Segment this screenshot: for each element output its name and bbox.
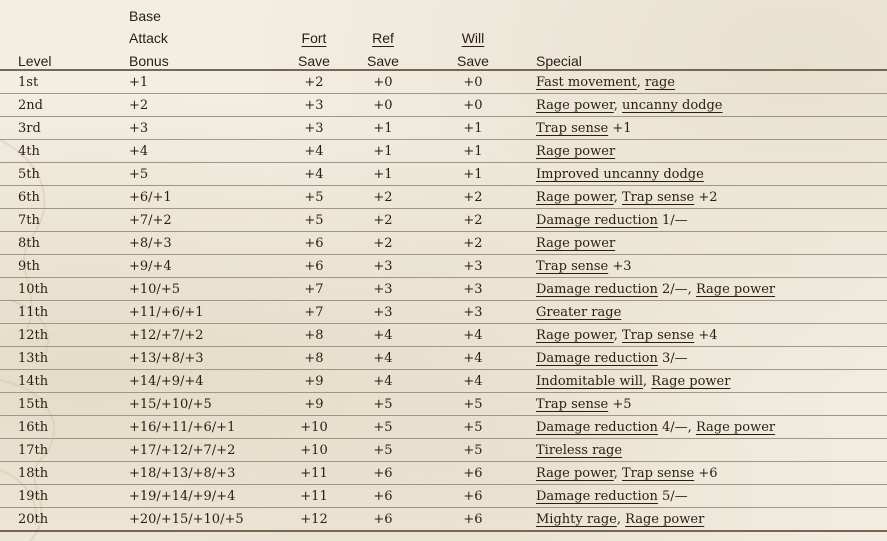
ref-cell: +5 [356, 393, 410, 416]
special-link[interactable]: Fast movement [536, 74, 637, 90]
level-cell: 14th [0, 370, 129, 393]
special-link[interactable]: Greater rage [536, 304, 622, 320]
fort-cell: +11 [272, 485, 356, 508]
fort-cell: +4 [272, 163, 356, 186]
special-link[interactable]: Rage power [536, 465, 614, 481]
special-header: Special [536, 46, 887, 70]
special-text: 5/— [657, 488, 688, 504]
table-row [0, 140, 887, 163]
bab-cell: +4 [129, 140, 272, 163]
table-row [0, 347, 887, 370]
special-text: , [613, 465, 623, 481]
will-cell: +6 [410, 485, 536, 508]
special-text: 4/—, [657, 419, 696, 435]
will-save-header: Save [410, 46, 536, 70]
fort-cell: +8 [272, 347, 356, 370]
special-cell [536, 462, 887, 485]
level-cell: 12th [0, 324, 129, 347]
fort-save-header: Save [272, 46, 356, 70]
special-cell [536, 393, 887, 416]
table-row [0, 163, 887, 186]
special-cell [536, 117, 887, 140]
ref-cell: +2 [356, 232, 410, 255]
bab-cell: +8/+3 [129, 232, 272, 255]
special-link[interactable]: Trap sense [536, 120, 609, 136]
fort-cell: +3 [272, 117, 356, 140]
will-cell: +5 [410, 439, 536, 462]
special-text: , [616, 511, 626, 527]
bab-cell: +17/+12/+7/+2 [129, 439, 272, 462]
special-text: +3 [608, 258, 632, 274]
special-cell [536, 370, 887, 393]
will-cell: +4 [410, 370, 536, 393]
level-cell: 19th [0, 485, 129, 508]
table-row [0, 416, 887, 439]
bab-cell: +3 [129, 117, 272, 140]
ref-cell: +4 [356, 347, 410, 370]
ref-cell: +6 [356, 462, 410, 485]
table-row [0, 94, 887, 117]
fort-cell: +9 [272, 393, 356, 416]
will-cell: +4 [410, 347, 536, 370]
fort-cell: +12 [272, 508, 356, 532]
will-cell: +5 [410, 393, 536, 416]
special-text: , [613, 327, 623, 343]
table-row [0, 70, 887, 94]
special-text: 3/— [657, 350, 688, 366]
table-row [0, 324, 887, 347]
special-link[interactable]: Tireless rage [536, 442, 623, 458]
special-cell [536, 186, 887, 209]
fort-header-link[interactable]: Fort [301, 30, 327, 46]
table-row [0, 232, 887, 255]
will-cell: +3 [410, 278, 536, 301]
fort-cell: +7 [272, 301, 356, 324]
special-link[interactable]: Damage reduction [536, 281, 658, 297]
level-cell: 5th [0, 163, 129, 186]
bab-header-line1: Base [129, 8, 161, 24]
fort-cell: +9 [272, 370, 356, 393]
special-text: +2 [694, 189, 718, 205]
table-row [0, 209, 887, 232]
ref-cell: +4 [356, 370, 410, 393]
special-text: +5 [608, 396, 632, 412]
fort-cell: +4 [272, 140, 356, 163]
bab-header-line2: Attack [129, 30, 168, 46]
special-text: , [613, 189, 623, 205]
fort-cell: +7 [272, 278, 356, 301]
bab-cell: +16/+11/+6/+1 [129, 416, 272, 439]
special-cell [536, 485, 887, 508]
special-cell [536, 416, 887, 439]
bab-cell: +2 [129, 94, 272, 117]
special-link[interactable]: Damage reduction [536, 419, 658, 435]
level-cell: 3rd [0, 117, 129, 140]
ref-cell: +1 [356, 140, 410, 163]
level-cell: 2nd [0, 94, 129, 117]
special-link[interactable]: Rage power [536, 235, 616, 251]
fort-cell: +6 [272, 255, 356, 278]
level-cell: 8th [0, 232, 129, 255]
special-cell [536, 209, 887, 232]
fort-cell: +10 [272, 439, 356, 462]
ref-save-header: Save [356, 46, 410, 70]
ref-cell: +2 [356, 186, 410, 209]
special-cell [536, 347, 887, 370]
special-text: 2/—, [657, 281, 696, 297]
will-cell: +1 [410, 163, 536, 186]
will-header-link[interactable]: Will [461, 30, 485, 46]
bab-cell: +10/+5 [129, 278, 272, 301]
table-row [0, 439, 887, 462]
special-cell [536, 140, 887, 163]
fort-cell: +5 [272, 186, 356, 209]
special-link[interactable]: Rage power [536, 189, 614, 205]
special-link[interactable]: rage [645, 74, 675, 90]
table-row [0, 393, 887, 416]
table-row [0, 255, 887, 278]
table-row [0, 508, 887, 532]
level-cell: 4th [0, 140, 129, 163]
level-cell: 15th [0, 393, 129, 416]
fort-cell: +11 [272, 462, 356, 485]
ref-cell: +6 [356, 508, 410, 532]
ref-cell: +2 [356, 209, 410, 232]
special-text: , [636, 74, 645, 90]
fort-cell: +3 [272, 94, 356, 117]
will-cell: +1 [410, 117, 536, 140]
special-cell [536, 278, 887, 301]
level-cell: 7th [0, 209, 129, 232]
level-cell: 18th [0, 462, 129, 485]
will-cell: +2 [410, 232, 536, 255]
special-link[interactable]: Rage power [536, 143, 616, 159]
special-link[interactable]: Rage power [536, 97, 614, 113]
special-link[interactable]: Trap sense [622, 189, 695, 205]
special-cell [536, 163, 887, 186]
bab-cell: +12/+7/+2 [129, 324, 272, 347]
bab-cell: +19/+14/+9/+4 [129, 485, 272, 508]
ref-cell: +0 [356, 70, 410, 94]
ref-cell: +0 [356, 94, 410, 117]
ref-cell: +3 [356, 301, 410, 324]
special-link[interactable]: Rage power [625, 511, 705, 527]
special-cell [536, 94, 887, 117]
bab-cell: +11/+6/+1 [129, 301, 272, 324]
table-row [0, 117, 887, 140]
table-row [0, 186, 887, 209]
bab-cell: +5 [129, 163, 272, 186]
ref-cell: +3 [356, 278, 410, 301]
special-cell [536, 324, 887, 347]
special-link[interactable]: Damage reduction [536, 212, 658, 228]
fort-cell: +2 [272, 70, 356, 94]
ref-cell: +5 [356, 416, 410, 439]
fort-cell: +8 [272, 324, 356, 347]
table-row [0, 485, 887, 508]
level-header: Level [0, 46, 129, 70]
special-link[interactable]: Improved uncanny dodge [536, 166, 704, 182]
ref-cell: +5 [356, 439, 410, 462]
bab-cell: +15/+10/+5 [129, 393, 272, 416]
special-text: +4 [694, 327, 718, 343]
special-link[interactable]: Rage power [651, 373, 731, 389]
bab-cell: +18/+13/+8/+3 [129, 462, 272, 485]
fort-cell: +5 [272, 209, 356, 232]
special-cell [536, 255, 887, 278]
level-cell: 13th [0, 347, 129, 370]
will-cell: +5 [410, 416, 536, 439]
ref-cell: +1 [356, 163, 410, 186]
ref-header-link[interactable]: Ref [372, 30, 394, 46]
special-link[interactable]: Trap sense [622, 465, 695, 481]
ref-cell: +3 [356, 255, 410, 278]
special-cell [536, 439, 887, 462]
table-row [0, 301, 887, 324]
special-link[interactable]: Damage reduction [536, 488, 658, 504]
level-cell: 9th [0, 255, 129, 278]
level-cell: 16th [0, 416, 129, 439]
will-cell: +6 [410, 462, 536, 485]
special-text: 1/— [657, 212, 688, 228]
level-cell: 17th [0, 439, 129, 462]
special-cell [536, 70, 887, 94]
will-cell: +1 [410, 140, 536, 163]
bab-header-line3: Bonus [129, 46, 272, 70]
special-link[interactable]: Damage reduction [536, 350, 658, 366]
ref-cell: +4 [356, 324, 410, 347]
special-link[interactable]: Mighty rage [536, 511, 617, 527]
ref-cell: +6 [356, 485, 410, 508]
special-link[interactable]: Trap sense [622, 327, 695, 343]
will-cell: +3 [410, 255, 536, 278]
will-cell: +0 [410, 94, 536, 117]
level-cell: 20th [0, 508, 129, 532]
special-cell [536, 508, 887, 532]
bab-cell: +14/+9/+4 [129, 370, 272, 393]
bab-cell: +1 [129, 70, 272, 94]
special-link[interactable]: Trap sense [536, 396, 609, 412]
will-cell: +3 [410, 301, 536, 324]
special-link[interactable]: Indomitable will [536, 373, 644, 389]
will-cell: +4 [410, 324, 536, 347]
bab-cell: +9/+4 [129, 255, 272, 278]
special-link[interactable]: uncanny dodge [622, 97, 723, 113]
table-row [0, 278, 887, 301]
special-text: +1 [608, 120, 632, 136]
ref-cell: +1 [356, 117, 410, 140]
special-text: , [613, 97, 623, 113]
table-row [0, 370, 887, 393]
special-link[interactable]: Rage power [695, 281, 776, 297]
level-cell: 6th [0, 186, 129, 209]
will-cell: +2 [410, 209, 536, 232]
will-cell: +0 [410, 70, 536, 94]
special-link[interactable]: Rage power [536, 327, 614, 343]
bab-cell: +7/+2 [129, 209, 272, 232]
special-cell [536, 232, 887, 255]
will-cell: +2 [410, 186, 536, 209]
special-cell [536, 301, 887, 324]
bab-cell: +6/+1 [129, 186, 272, 209]
level-cell: 1st [0, 70, 129, 94]
special-text: +6 [694, 465, 718, 481]
fort-cell: +10 [272, 416, 356, 439]
will-cell: +6 [410, 508, 536, 532]
table-row [0, 462, 887, 485]
special-text: , [643, 373, 652, 389]
special-link[interactable]: Trap sense [536, 258, 609, 274]
bab-cell: +13/+8/+3 [129, 347, 272, 370]
level-cell: 11th [0, 301, 129, 324]
fort-cell: +6 [272, 232, 356, 255]
special-link[interactable]: Rage power [695, 419, 776, 435]
level-cell: 10th [0, 278, 129, 301]
bab-cell: +20/+15/+10/+5 [129, 508, 272, 532]
